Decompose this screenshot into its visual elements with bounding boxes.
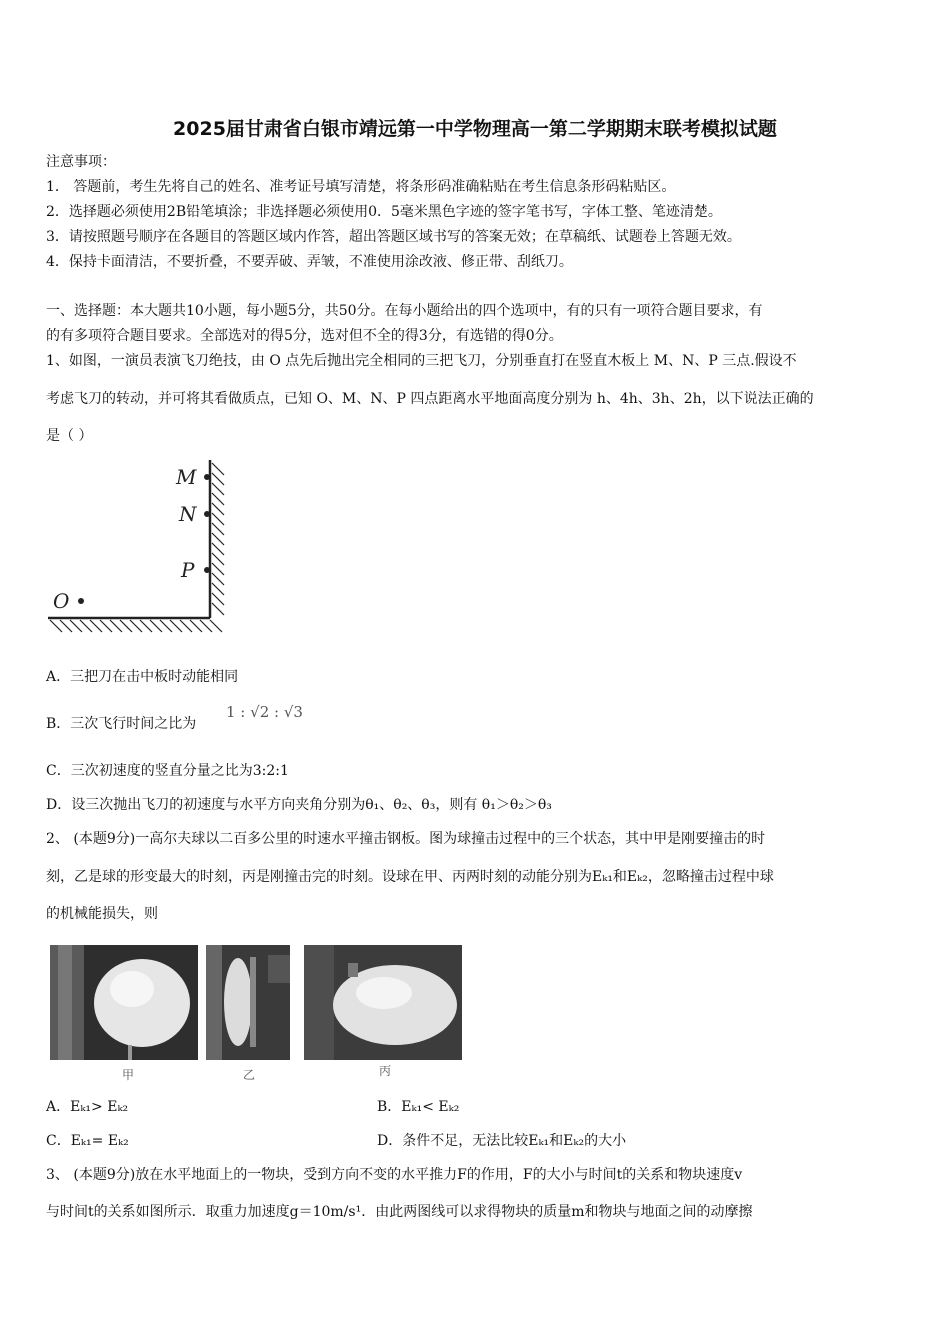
q1-option-c: C．三次初速度的竖直分量之比为3:2:1 — [46, 763, 289, 779]
label-p: P — [181, 558, 195, 582]
point-n-dot — [204, 511, 210, 517]
notice-item-4: 4．保持卡面清洁，不要折叠，不要弄破、弄皱，不准使用涂改液、修正带、刮纸刀。 — [46, 254, 573, 270]
q2-line3: 的机械能损失，则 — [46, 906, 158, 922]
label-m: M — [176, 465, 197, 489]
q3-line1: 3、 (本题9分)放在水平地面上的一物块，受到方向不变的水平推力F的作用，F的大小与时间t的关系和物块速度v — [46, 1167, 743, 1183]
q1-line3: 是（ ） — [46, 428, 93, 444]
photo-jia — [50, 945, 198, 1060]
photo-yi-image — [206, 945, 290, 1060]
section1-line2: 的有多项符合题目要求。全部选对的得5分，选对但不全的得3分，有选错的得0分。 — [46, 328, 563, 344]
q2-option-d: D．条件不足，无法比较Eₖ₁和Eₖ₂的大小 — [377, 1133, 627, 1149]
q2-option-b: B．Eₖ₁< Eₖ₂ — [377, 1099, 460, 1115]
q1-option-a: A．三把刀在击中板时动能相同 — [46, 669, 239, 685]
notice-item-1: 1． 答题前，考生先将自己的姓名、准考证号填写清楚，将条形码准确粘贴在考生信息条形码粘贴区。 — [46, 179, 676, 195]
caption-yi: 乙 — [243, 1068, 256, 1082]
q2-option-c: C．Eₖ₁= Eₖ₂ — [46, 1133, 129, 1149]
ground-hatching — [50, 620, 222, 632]
q3-line2: 与时间t的关系如图所示．取重力加速度g＝10m/s¹．由此两图线可以求得物块的质量m和物块与地面之间的动摩擦 — [46, 1204, 753, 1220]
section1-line1: 一、选择题：本大题共10小题，每小题5分，共50分。在每小题给出的四个选项中，有的只有一项符合题目要求，有 — [46, 303, 763, 319]
q2-option-a: A．Eₖ₁> Eₖ₂ — [46, 1099, 129, 1115]
caption-bing: 丙 — [379, 1064, 392, 1078]
wall-hatching — [212, 463, 224, 615]
q1-figure — [40, 455, 240, 640]
q1-option-b-prefix: B．三次飞行时间之比为 — [46, 716, 197, 732]
page-title: 2025届甘肃省白银市靖远第一中学物理高一第二学期期末联考模拟试题 — [173, 118, 777, 140]
point-m-dot — [204, 474, 210, 480]
label-o: O — [53, 589, 70, 613]
q2-line2: 刻，乙是球的形变最大的时刻，丙是刚撞击完的时刻。设球在甲、丙两时刻的动能分别为Eₖ₁和Eₖ₂，忽略撞击过程中球 — [46, 869, 774, 885]
q1-option-b-math: 1 : √2 : √3 — [226, 703, 303, 721]
q2-line1: 2、 (本题9分)一高尔夫球以二百多公里的时速水平撞击钢板。图为球撞击过程中的三个状态，其中甲是刚要撞击的时 — [46, 831, 766, 847]
q1-line1: 1、如图，一演员表演飞刀绝技，由 O 点先后抛出完全相同的三把飞刀，分别垂直打在竖直木板上 M、N、P 三点.假设不 — [46, 353, 797, 369]
photo-yi — [206, 945, 290, 1060]
photo-bing-image — [304, 945, 462, 1060]
q1-option-d: D．设三次抛出飞刀的初速度与水平方向夹角分别为θ₁、θ₂、θ₃，则有 θ₁＞θ₂＞θ₃ — [46, 797, 552, 813]
photo-bing — [304, 945, 462, 1060]
q1-line2: 考虑飞刀的转动，并可将其看做质点，已知 O、M、N、P 四点距离水平地面高度分别为 h、4h、3h、2h，以下说法正确的 — [46, 391, 814, 407]
notice-item-2: 2．选择题必须使用2B铅笔填涂；非选择题必须使用0．5毫米黑色字迹的签字笔书写，字体工整、笔迹清楚。 — [46, 204, 722, 220]
caption-jia: 甲 — [122, 1068, 135, 1082]
notice-item-3: 3．请按照题号顺序在各题目的答题区域内作答，超出答题区域书写的答案无效；在草稿纸、试题卷上答题无效。 — [46, 229, 741, 245]
photo-jia-image — [50, 945, 198, 1060]
label-n: N — [179, 502, 197, 526]
point-o-dot — [78, 598, 84, 604]
notice-heading: 注意事项： — [46, 154, 116, 170]
point-p-dot — [204, 567, 210, 573]
